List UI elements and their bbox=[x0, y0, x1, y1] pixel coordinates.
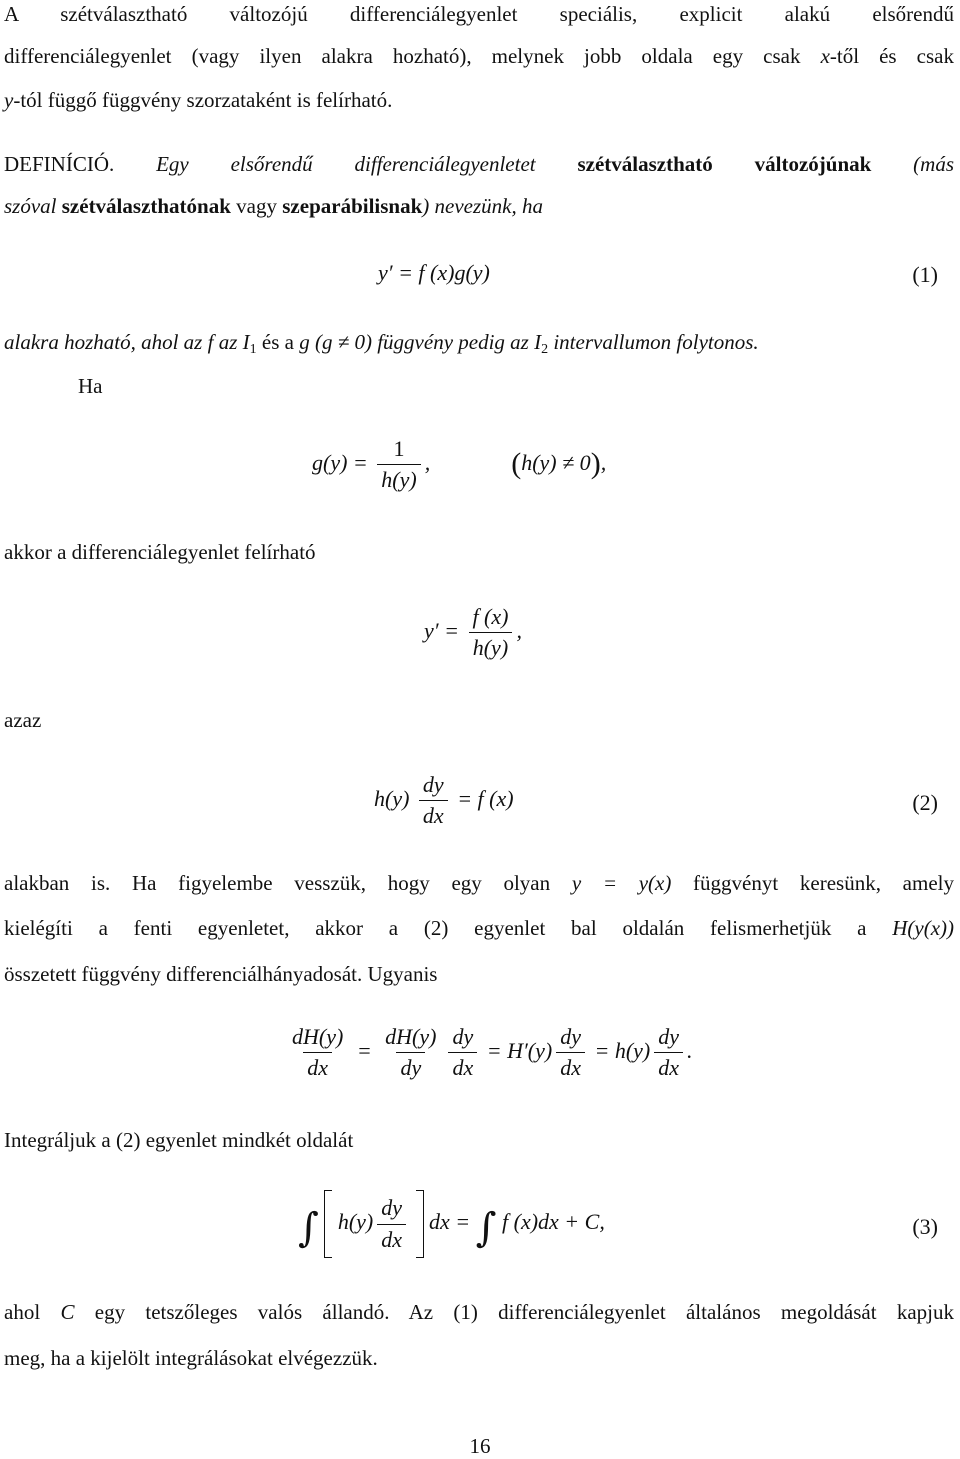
paragraph-2-line-1: alakban is. Ha figyelembe vesszük, hogy egy olyan y = y(x) függvényt keresünk, amely bbox=[4, 871, 954, 895]
fraction: $\frac{1}{h(y)}$ bbox=[377, 436, 420, 494]
definition-line-2: szóval szétválaszthatónak vagy szeparábilisnak) nevezünk, ha bbox=[4, 194, 543, 218]
intro-line-3: y-tól függő függvény szorzataként is felírható. bbox=[4, 88, 393, 112]
definition-label: DEFINÍCIÓ bbox=[4, 152, 109, 176]
equation-y-prime: y′ = $\frac{f (x)}{h(y)}$ , bbox=[424, 604, 522, 661]
intro-line-1: A szétválasztható változójú differenciálegyenlet speciális, explicit alakú elsőrendű bbox=[4, 2, 954, 26]
equation-1: y′ = f (x)g(y) bbox=[378, 260, 490, 285]
definition-line-1: DEFINÍCIÓ. Egy elsőrendű differenciálegyenletet szétválasztható változójúnak (más bbox=[4, 152, 955, 176]
integral-intro-text: Integráljuk a (2) egyenlet mindkét oldalát bbox=[4, 1128, 354, 1152]
fraction: $\frac{f (x)}{h(y)}$ bbox=[468, 604, 512, 662]
intro-line-2: differenciálegyenlet (vagy ilyen alakra hozható), melynek jobb oldala egy csak x-től és csak bbox=[4, 44, 954, 68]
equation-g: g(y) = $\frac{1}{h(y)}$ , (h(y) ≠ 0), bbox=[312, 436, 607, 493]
fraction: $\frac{dy}{dx}$ bbox=[556, 1024, 585, 1082]
left-bracket bbox=[324, 1190, 332, 1258]
akkor-text: akkor a differenciálegyenlet felírható bbox=[4, 540, 316, 564]
integral-sign: ∫ bbox=[298, 1205, 319, 1252]
equation-1-number: (1) bbox=[912, 262, 938, 287]
page-number: 16 bbox=[469, 1434, 491, 1458]
equation-3-number: (3) bbox=[912, 1214, 938, 1239]
paragraph-3-line-2: meg, ha a kijelölt integrálásokat elvégezzük. bbox=[4, 1346, 378, 1370]
paragraph-3-line-1: ahol C egy tetszőleges valós állandó. Az (1) differenciálegyenlet általános megoldását kapjuk bbox=[4, 1300, 954, 1324]
integral-sign: ∫ bbox=[475, 1205, 497, 1252]
fraction: $\frac{dH(y)}{dy}$ bbox=[385, 1024, 437, 1081]
fraction: $\frac{dy}{dx}$ bbox=[419, 772, 448, 830]
fraction: $\frac{dy}{dx}$ bbox=[448, 1024, 477, 1082]
equation-2: h(y) $\frac{dy}{dx}$ = f (x) bbox=[374, 772, 514, 829]
right-bracket bbox=[416, 1190, 424, 1258]
condition-line: alakra hozható, ahol az f az $I_1$ és a g (g ≠ 0) függvény pedig az $I_2$ intervallumon folytonos. bbox=[4, 330, 759, 357]
fraction: $\frac{dH(y)}{dx}$ bbox=[292, 1024, 344, 1081]
fraction: $\frac{dy}{dx}$ bbox=[377, 1195, 406, 1253]
azaz-text: azaz bbox=[4, 708, 42, 732]
equation-chain-rule: $\frac{dH(y)}{dx}$ = $\frac{dH(y)}{dy}$ $\frac{dy}{dx}$ = H′(y) $\frac{dy}{dx}$ = h(y) $\frac{dy}{dx}$ . bbox=[284, 1024, 693, 1082]
paragraph-2-line-2: kielégíti a fenti egyenletet, akkor a (2) egyenlet bal oldalán felismerhetjük a H(y(x)) bbox=[4, 916, 954, 940]
fraction: $\frac{dy}{dx}$ bbox=[654, 1024, 683, 1082]
equation-3: ∫ h(y) $\frac{dy}{dx}$ dx = ∫ f (x)dx + C, bbox=[298, 1190, 605, 1258]
paragraph-2-line-3: összetett függvény differenciálhányadosát. Ugyanis bbox=[4, 962, 438, 986]
ha-text: Ha bbox=[78, 374, 103, 398]
equation-2-number: (2) bbox=[912, 790, 938, 815]
